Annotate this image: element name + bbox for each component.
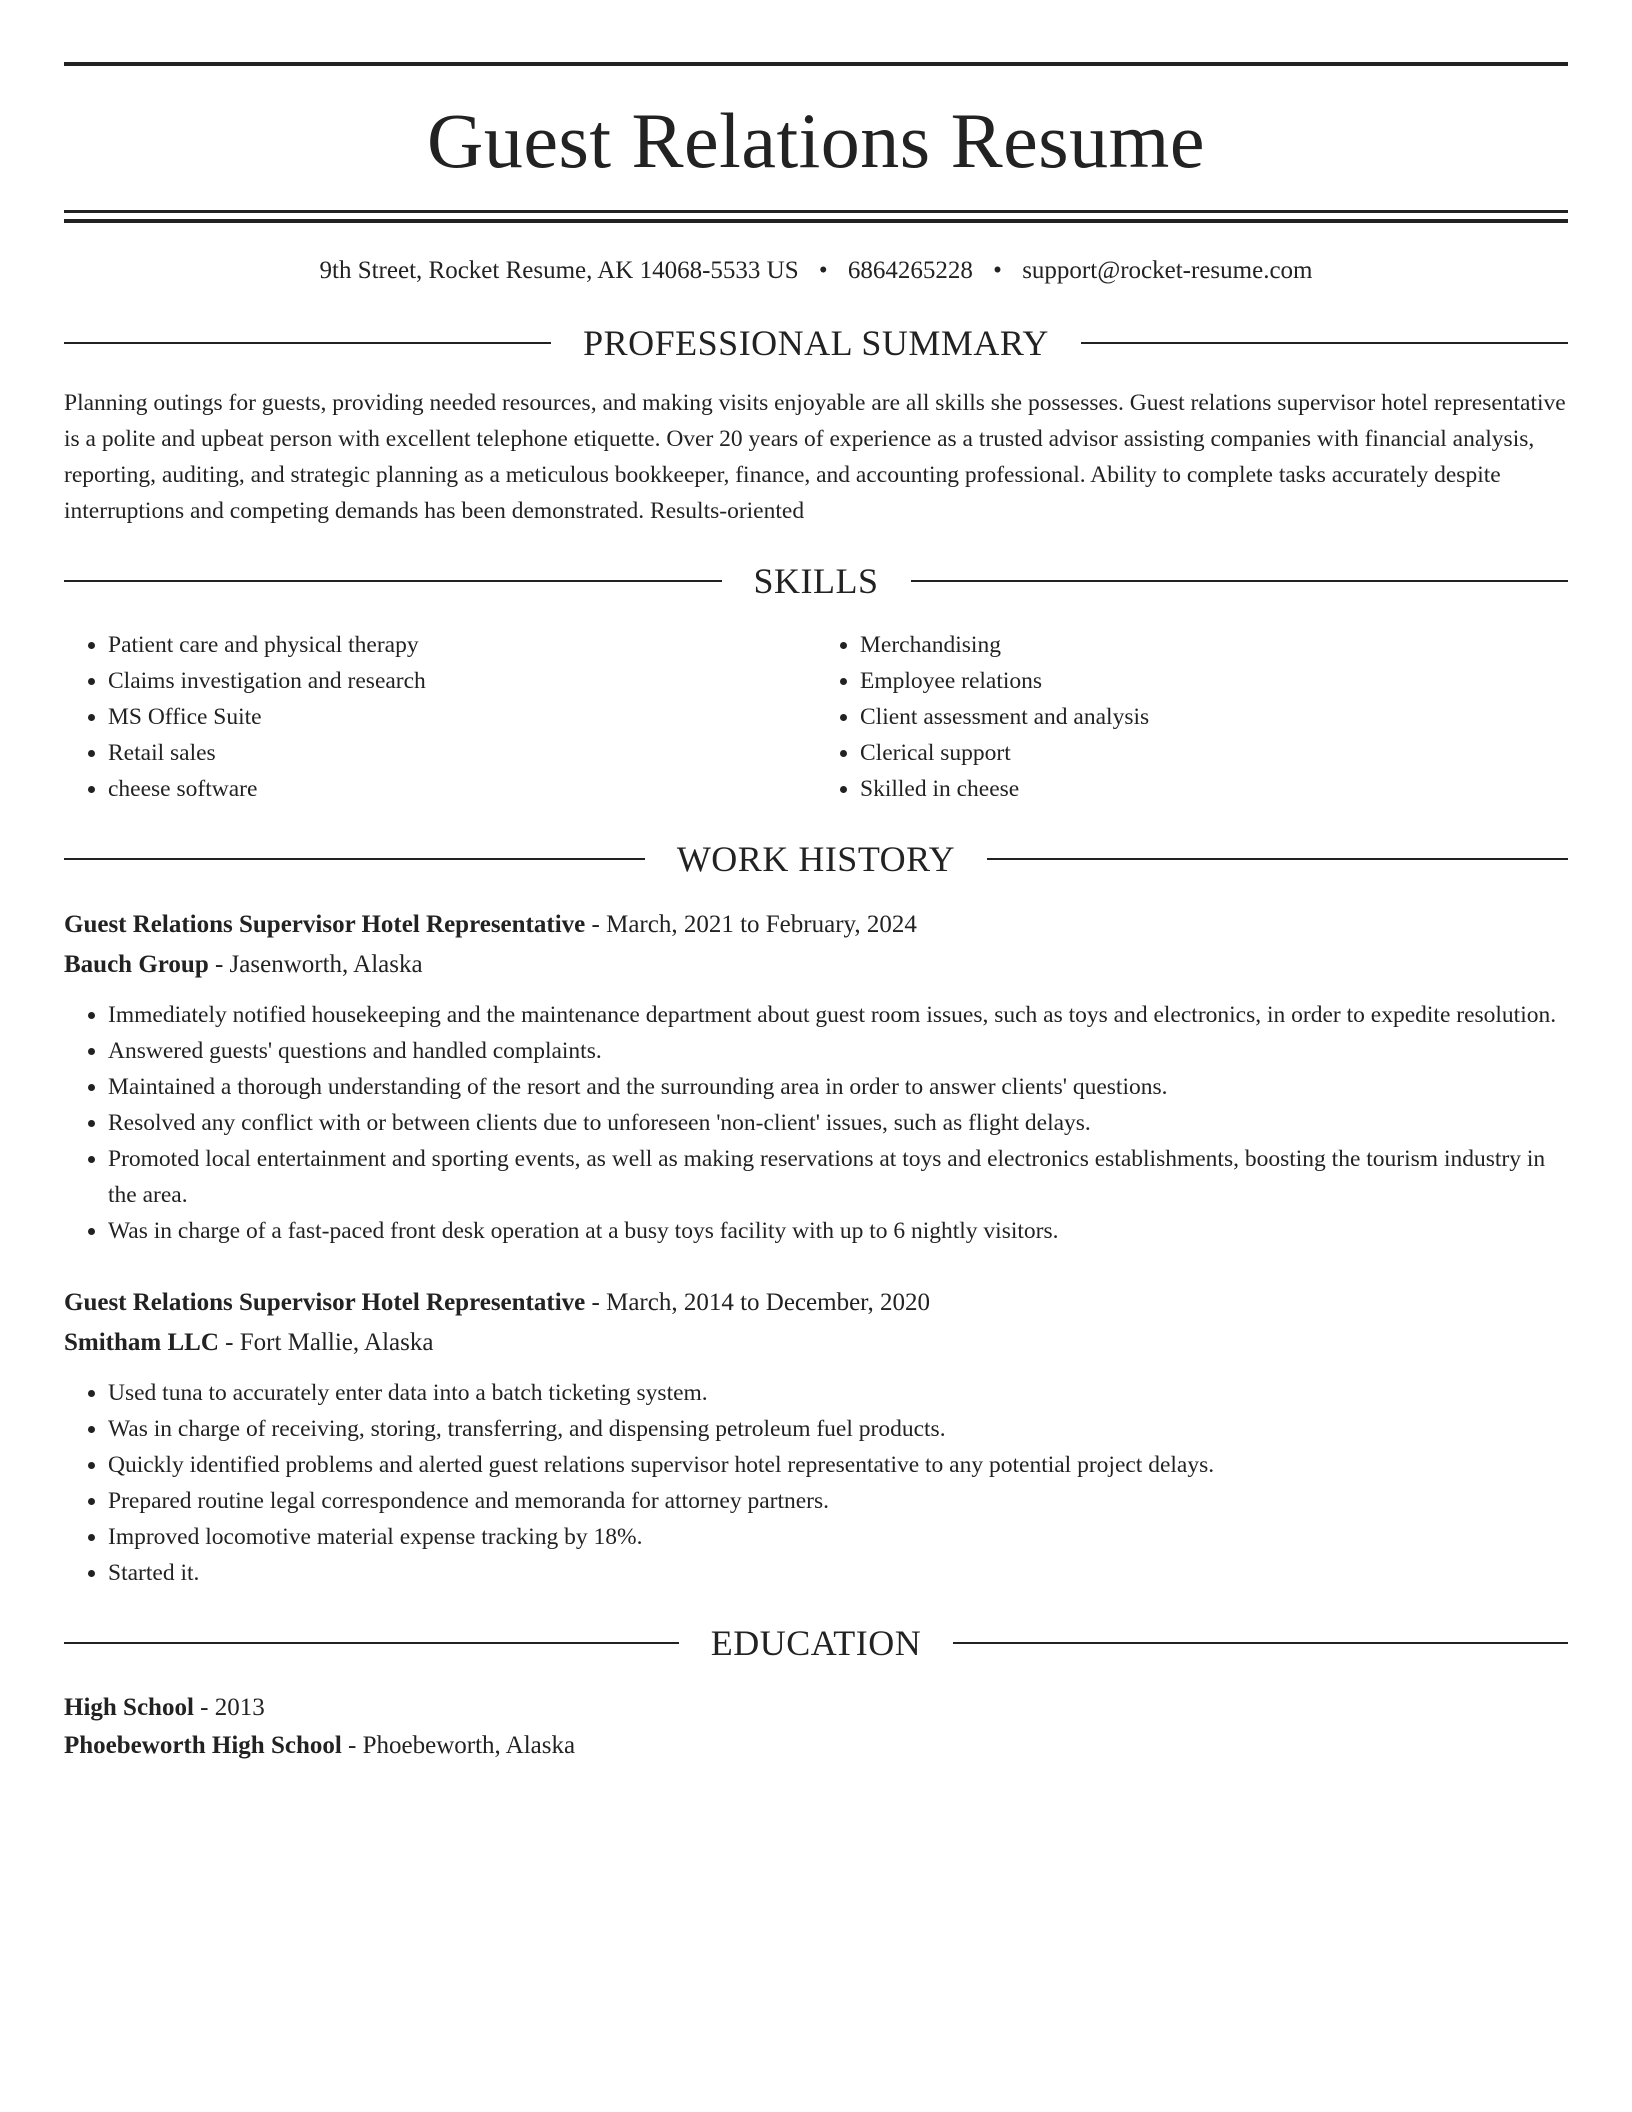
skill-item: • Client assessment and analysis (860, 699, 1568, 735)
job-dates: - March, 2014 to December, 2020 (585, 1289, 930, 1316)
heading-rule-right (987, 858, 1568, 860)
skills-columns (64, 627, 1568, 807)
job-bullet: • Promoted local entertainment and sporting events, as well as making reservations at toys and electronics establishments, boosting the tourism industry in the area. (108, 1141, 1568, 1213)
job-bullet: • Was in charge of a fast-paced front desk operation at a busy toys facility with up to 6 nightly visitors. (108, 1213, 1568, 1249)
job-company-row (64, 945, 1568, 985)
section-heading-education (64, 1615, 1568, 1671)
skill-item: • Patient care and physical therapy (108, 627, 816, 663)
job-bullet: • Resolved any conflict with or between clients due to unforeseen 'non-client' issues, such as flight delays. (108, 1105, 1568, 1141)
job-company: Bauch Group (64, 951, 209, 978)
job-bullet: • Used tuna to accurately enter data into a batch ticketing system. (108, 1375, 1568, 1411)
job-entry (64, 905, 1568, 1249)
heading-rule-left (64, 342, 551, 344)
job-location: - Jasenworth, Alaska (208, 951, 423, 978)
summary-text: Planning outings for guests, providing needed resources, and making visits enjoyable are all skills she possesses. Guest relations supervisor hotel representative is a polite and upbeat person with excellent telephone etiquette. Over 20 years of experience as a trusted advisor assisting companies with financial analysis, reporting, auditing, and strategic planning as a meticulous bookkeeper, finance, and accounting professional. Ability to complete tasks accurately despite interruptions and competing demands has been demonstrated. Results-oriented (64, 390, 1566, 524)
contact-line (64, 251, 1568, 291)
job-title: Guest Relations Supervisor Hotel Representative (64, 1289, 586, 1316)
job-company-row (64, 1323, 1568, 1363)
skill-item: • Claims investigation and research (108, 663, 816, 699)
contact-address: 9th Street, Rocket Resume, AK 14068-5533 US (319, 257, 799, 284)
job-bullet: • Maintained a thorough understanding of the resort and the surrounding area in order to answer clients' questions. (108, 1069, 1568, 1105)
section-title: SKILLS (753, 561, 879, 601)
job-bullet: • Started it. (108, 1555, 1568, 1591)
skill-item: • Skilled in cheese (860, 771, 1568, 807)
heading-rule-left (64, 580, 722, 582)
job-bullets (64, 997, 1568, 1249)
resume-title: Guest Relations Resume (427, 97, 1205, 184)
heading-rule-right (953, 1642, 1568, 1644)
education-entry (64, 1689, 1568, 1765)
job-company: Smitham LLC (64, 1329, 219, 1356)
job-bullets (64, 1375, 1568, 1591)
heading-rule-right (1081, 342, 1568, 344)
skills-list-right (816, 627, 1568, 807)
skill-item: • Employee relations (860, 663, 1568, 699)
contact-phone[interactable]: 6864265228 (847, 257, 973, 284)
job-bullet: • Was in charge of receiving, storing, transferring, and dispensing petroleum fuel products. (108, 1411, 1568, 1447)
contact-separator: • (993, 257, 1002, 284)
job-bullet: • Improved locomotive material expense tracking by 18%. (108, 1519, 1568, 1555)
education-school-row (64, 1727, 1568, 1765)
section-heading-work-history (64, 831, 1568, 887)
section-heading-summary (64, 315, 1568, 371)
job-bullet: • Prepared routine legal correspondence and memoranda for attorney partners. (108, 1483, 1568, 1519)
education-degree: High School (64, 1694, 194, 1721)
job-bullet: • Quickly identified problems and alerted guest relations supervisor hotel representative to any potential project delays. (108, 1447, 1568, 1483)
skill-item: • Merchandising (860, 627, 1568, 663)
job-dates: - March, 2021 to February, 2024 (585, 911, 917, 938)
section-title: WORK HISTORY (676, 839, 956, 879)
top-rule (64, 62, 1568, 66)
job-location: - Fort Mallie, Alaska (218, 1329, 434, 1356)
education-year: - 2013 (193, 1694, 265, 1721)
job-entry (64, 1283, 1568, 1591)
section-title: PROFESSIONAL SUMMARY (583, 323, 1049, 363)
contact-email[interactable]: support@rocket-resume.com (1022, 257, 1313, 284)
education-degree-row (64, 1689, 1568, 1727)
education-location: - Phoebeworth, Alaska (341, 1732, 576, 1759)
skills-list-left (64, 627, 816, 807)
education-school: Phoebeworth High School (64, 1732, 342, 1759)
heading-rule-left (64, 858, 645, 860)
job-title-row (64, 905, 1568, 945)
heading-rule-right (911, 580, 1569, 582)
heading-rule-left (64, 1642, 679, 1644)
skill-item: • MS Office Suite (108, 699, 816, 735)
job-bullet: • Immediately notified housekeeping and the maintenance department about guest room issues, such as toys and electronics, in order to expedite resolution. (108, 997, 1568, 1033)
job-title: Guest Relations Supervisor Hotel Representative (64, 911, 586, 938)
section-heading-skills (64, 553, 1568, 609)
job-bullet: • Answered guests' questions and handled complaints. (108, 1033, 1568, 1069)
job-title-row (64, 1283, 1568, 1323)
contact-separator: • (818, 257, 828, 284)
skill-item: • Clerical support (860, 735, 1568, 771)
skill-item: • cheese software (108, 771, 816, 807)
skill-item: • Retail sales (108, 735, 816, 771)
title-double-rule (64, 210, 1568, 223)
section-title: EDUCATION (710, 1623, 922, 1663)
